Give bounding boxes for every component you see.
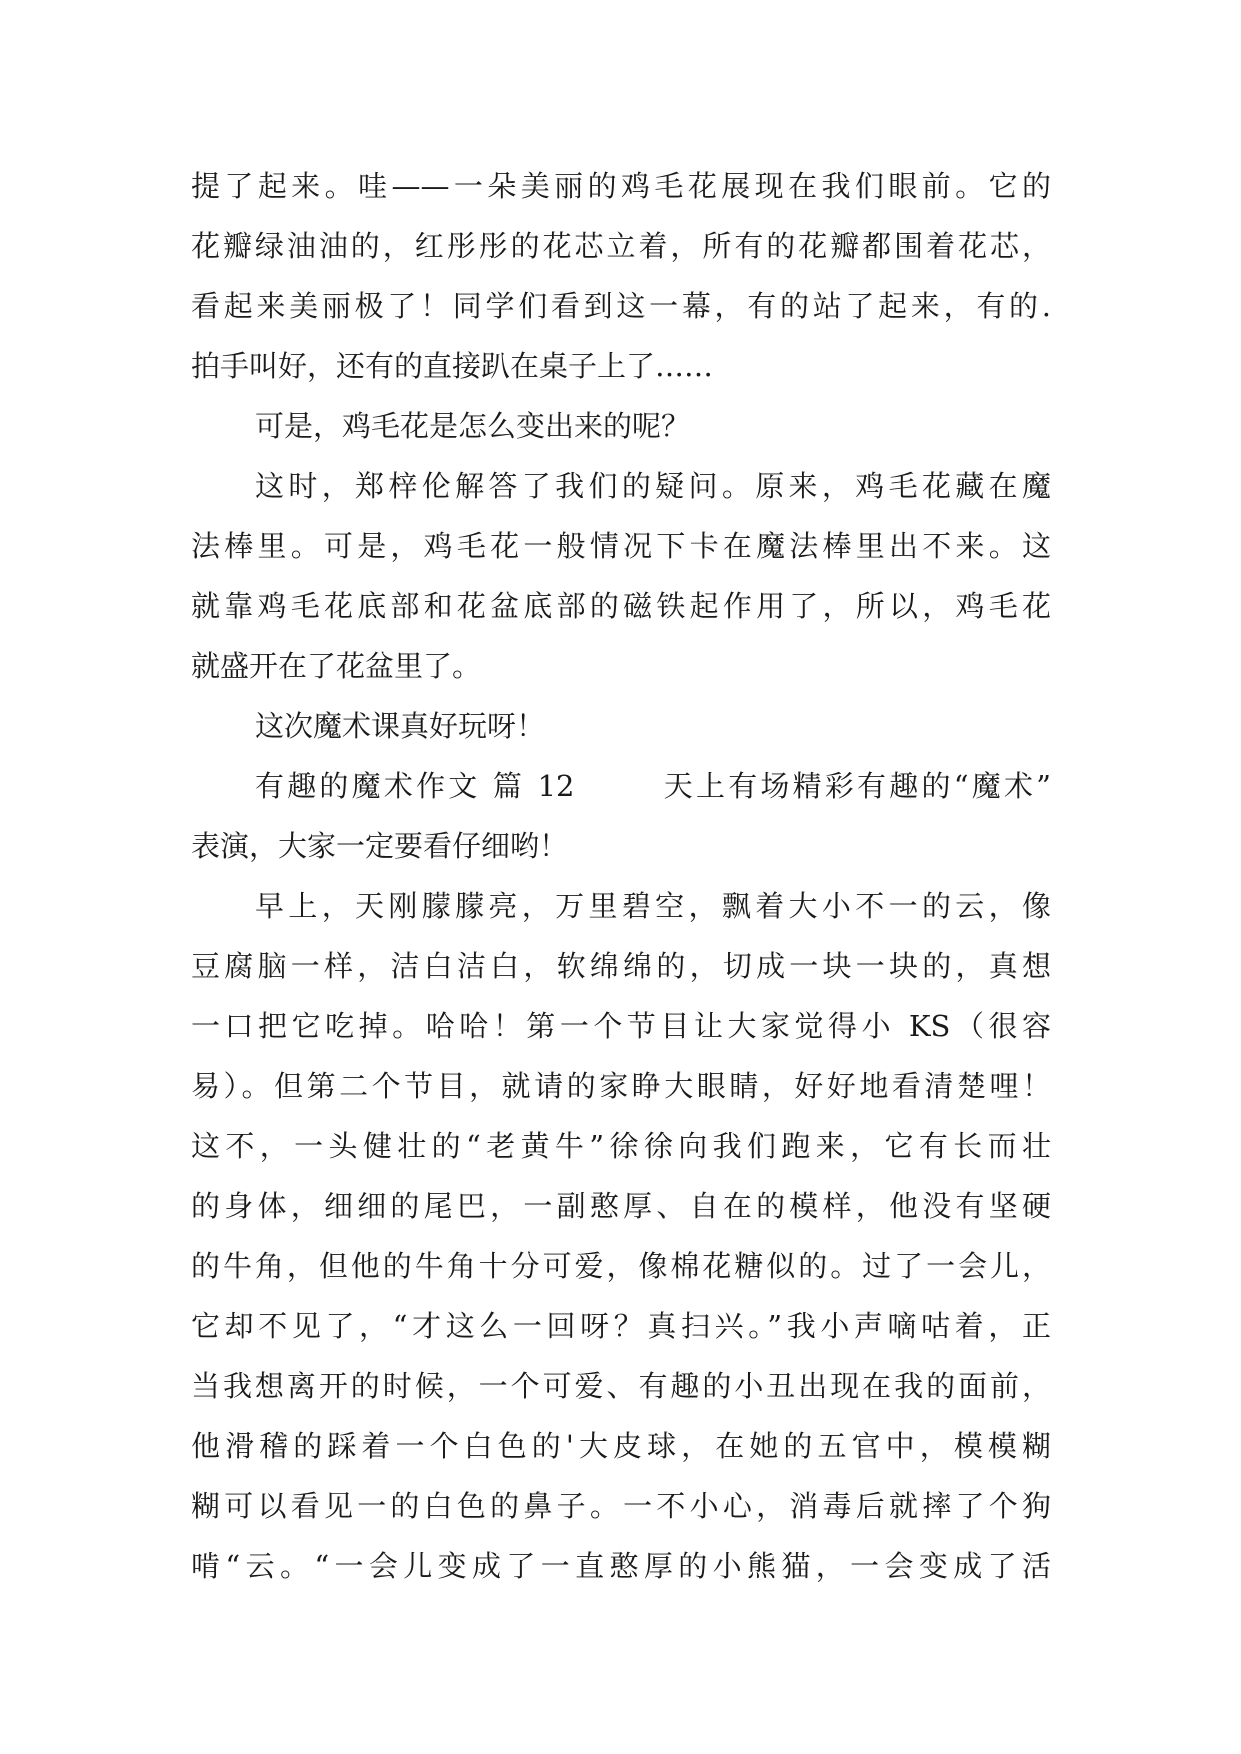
text-line: 它却不见了，“才这么一回呀？真扫兴。”我小声嘀咕着，正 [191, 1309, 1051, 1343]
text-line: 当我想离开的时候，一个可爱、有趣的小丑出现在我的面前， [191, 1369, 1051, 1403]
text-line: 糊可以看见一的白色的鼻子。一不小心，消毒后就摔了个狗 [191, 1489, 1051, 1523]
text-line: 可是，鸡毛花是怎么变出来的呢？ [255, 409, 691, 443]
text-line: 的牛角，但他的牛角十分可爱，像棉花糖似的。过了一会儿， [191, 1249, 1051, 1283]
text-line: 易）。但第二个节目，就请的家睁大眼睛，好好地看清楚哩！ [191, 1069, 1051, 1103]
text-line: 法棒里。可是，鸡毛花一般情况下卡在魔法棒里出不来。这 [191, 529, 1051, 563]
text-line: 拍手叫好，还有的直接趴在桌子上了…… [191, 349, 714, 383]
text-line: 他滑稽的踩着一个白色的'大皮球，在她的五官中，模模糊 [191, 1429, 1051, 1463]
text-line: 豆腐脑一样，洁白洁白，软绵绵的，切成一块一块的，真想 [191, 949, 1051, 983]
text-line: 花瓣绿油油的，红彤彤的花芯立着，所有的花瓣都围着花芯， [191, 229, 1051, 263]
text-line: 啃“云。“一会儿变成了一直憨厚的小熊猫，一会变成了活 [191, 1549, 1051, 1583]
text-line: 有趣的魔术作文 篇 12 天上有场精彩有趣的“魔术” [255, 769, 1051, 803]
text-line: 就盛开在了花盆里了。 [191, 649, 482, 683]
text-line: 提了起来。哇——一朵美丽的鸡毛花展现在我们眼前。它的 [191, 169, 1051, 203]
text-line: 这不，一头健壮的“老黄牛”徐徐向我们跑来，它有长而壮 [191, 1129, 1051, 1163]
text-line: 的身体，细细的尾巴，一副憨厚、自在的模样，他没有坚硬 [191, 1189, 1051, 1223]
text-line: 一口把它吃掉。哈哈！第一个节目让大家觉得小 KS（很容 [191, 1009, 1051, 1043]
text-line: 这时，郑梓伦解答了我们的疑问。原来，鸡毛花藏在魔 [255, 469, 1051, 503]
text-line: 这次魔术课真好玩呀！ [255, 709, 546, 743]
text-line: 就靠鸡毛花底部和花盆底部的磁铁起作用了，所以，鸡毛花 [191, 589, 1051, 623]
text-line: 早上，天刚朦朦亮，万里碧空，飘着大小不一的云，像 [255, 889, 1051, 923]
essay-body [191, 156, 1051, 1596]
text-line: 看起来美丽极了！同学们看到这一幕，有的站了起来，有的. [191, 289, 1051, 323]
text-line: 表演，大家一定要看仔细哟！ [191, 829, 569, 863]
